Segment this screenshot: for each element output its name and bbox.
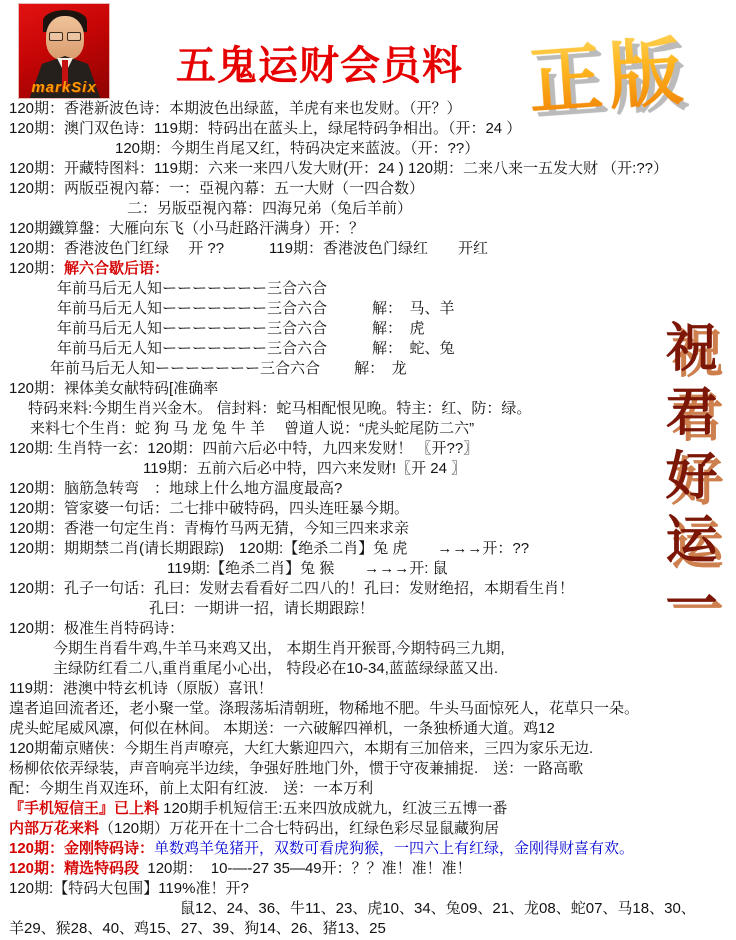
text-segment: 119期:【绝杀二肖】兔 猴 →→→开: 鼠 [167,560,448,577]
text-segment: 解六合歇后语： [64,260,170,277]
text-line [0,359,736,379]
text-segment: 单数鸡羊兔猪开，双数可看虎狗猴，一四六上有红绿，金刚得财喜有欢。 [154,840,635,857]
text-line [0,739,736,759]
text-segment: 年前马后无人知ーーーーーーー三合六合 解： 马、羊 [57,300,455,317]
text-segment: 120期：精选特码段 [9,860,140,877]
text-line [0,859,736,879]
text-segment: 年前马后无人知ーーーーーーー三合六合 [57,280,328,297]
text-line [0,459,736,479]
text-line [0,819,736,839]
text-segment: 120期：两版亞視內幕：一：亞視內幕：五一大财（一四合数） [9,180,425,197]
text-segment: 120期手机短信王:五来四放成就九，红波三五博一番 [163,800,508,817]
text-segment: 120期： 10-—-27 35—49开：？？准！准！准！ [139,860,472,877]
text-line [0,779,736,799]
text-line [0,519,736,539]
text-segment: 年前马后无人知ーーーーーーー三合六合 解： 虎 [57,320,425,337]
text-line [0,539,736,559]
text-line [0,259,736,279]
text-line [0,479,736,499]
text-segment: 119期：五前六后必中特，四六来发财!〖开 24 〗 [143,460,467,477]
text-segment: 120期：裸体美女献特码[准确率 [9,380,219,397]
text-segment: 120期鐵算盤：大雁向东飞（小马赶路汗满身）开：？ [9,220,365,237]
text-segment: 遑者追回流者还，老小聚一堂。涤瑕荡垢清朝班，物稀地不肥。牛头马面惊死人，花草只一朵。 [9,700,640,717]
text-line [0,579,736,599]
text-segment: 虎头蛇尾威风凛，何似在林间。 本期送：一六破解四禅机，一条独桥通大道。鸡12 [9,720,555,737]
text-line [0,839,736,859]
text-line [0,499,736,519]
text-line [0,179,736,199]
text-line [0,219,736,239]
text-segment: 120期：香港波色门红绿 开 ?? 119期：香港波色门绿红 开红 [9,240,488,257]
text-segment: 主绿防红看二八,重肖重尾小心出， 特段必在10-34,蓝蓝绿绿蓝又出. [53,660,499,677]
text-line [0,759,736,779]
portrait-photo [18,3,110,99]
text-segment: 配：今期生肖双连环，前上太阳有红波. 送：一本万利 [9,780,374,797]
text-line [0,439,736,459]
text-segment: 120期：今期生肖尾又红，特码决定来蓝波。（开：??） [115,140,480,157]
text-segment: （120期）万花开在十二合七特码出，红绿色彩尽显鼠藏狗居 [99,820,500,837]
text-line [0,919,736,939]
text-line [0,559,736,579]
text-line [0,599,736,619]
text-segment: 鼠12、24、36、牛11、23、虎10、34、兔09、21、龙08、蛇07、马18、30、 [180,900,696,917]
text-line [0,399,736,419]
text-line [0,119,736,139]
text-segment: 120期：期期禁二肖(请长期跟踪) 120期:【绝杀二肖】兔 虎 →→→开：?? [9,540,530,557]
text-segment: 今期生肖看牛鸡,牛羊马来鸡又出， 本期生肖开猴哥,今期特码三九期, [53,640,505,657]
text-segment: 120期：脑筋急转弯 ：地球上什么地方温度最高? [9,480,343,497]
text-segment: 120期：金刚特码诗： [9,840,155,857]
text-segment: 杨柳依依弄绿装，声音响亮半边续，争强好胜地门外，惯于守夜兼捕捉. 送：一路高歌 [9,760,584,777]
text-segment: 120期：澳门双色诗：119期：特码出在蓝头上，绿尾特码争相出。（开：24 ） [9,120,522,137]
text-line [0,99,736,119]
text-line [0,719,736,739]
text-line [0,279,736,299]
text-line [0,699,736,719]
text-lines-container [0,99,736,939]
text-segment: 『手机短信王』已上料 [9,800,164,817]
text-segment: 120期： [9,260,65,277]
text-line [0,659,736,679]
authenticity-badge: 正版 [524,13,691,130]
text-line [0,899,736,919]
text-segment: 120期: 生肖特一玄：120期：四前六后必中特，九四来发财！ 〖开??〗 [9,440,479,457]
text-line [0,419,736,439]
text-line [0,299,736,319]
text-segment: 120期：管家婆一句话：二七排中破特码，四头连旺暴今期。 [9,500,410,517]
marksix-caption: markSix [31,79,97,96]
text-segment: 来料七个生肖：蛇 狗 马 龙 兔 牛 羊 曾道人说：“虎头蛇尾防二六” [30,420,475,437]
page-title: 五鬼运财会员料 [176,44,463,88]
text-line [0,379,736,399]
text-line [0,239,736,259]
text-segment: 内部万花来料 [9,820,100,837]
text-line [0,339,736,359]
text-segment: 羊29、猴28、40、鸡15、27、39、狗14、26、猪13、25 [9,920,386,937]
text-segment: 120期:【特码大包围】119%准！开? [9,880,249,897]
glasses-icon [49,32,81,41]
text-line [0,639,736,659]
text-line [0,679,736,699]
text-line [0,139,736,159]
text-segment: 120期：香港新波色诗：本期波色出绿蓝，羊虎有来也发财。（开？） [9,100,462,117]
text-segment: 120期：香港一句定生肖：青梅竹马两无猜，今知三四来求亲 [9,520,410,537]
text-line [0,619,736,639]
text-segment: 特码来料:今期生肖兴金木。 信封料：蛇马相配恨见晚。特主：红、防：绿。 [28,400,532,417]
text-segment: 120期：孔子一句话：孔曰：发财去看看好二四八的！孔曰：发财绝招，本期看生肖！ [9,580,575,597]
text-segment: 孔曰：一期讲一招，请长期跟踪！ [149,600,375,617]
text-line [0,199,736,219]
text-line [0,799,736,819]
text-segment: 119期：港澳中特玄机诗（原版）喜讯！ [9,680,273,697]
text-segment: 120期：极准生肖特码诗： [9,620,185,637]
text-segment: 二：另版亞視內幕：四海兄弟（兔后羊前） [127,200,413,217]
text-segment: 年前马后无人知ーーーーーーー三合六合 解： 龙 [50,360,407,377]
side-blessing-text: 祝君好运一 [657,320,715,640]
text-line [0,319,736,339]
text-segment: 120期葡京赌侠：今期生肖声嘹亮，大红大紫迎四六，本期有三加倍来，三四为家乐无边. [9,740,594,757]
text-segment: 年前马后无人知ーーーーーーー三合六合 解： 蛇、兔 [57,340,455,357]
text-segment: 120期：开藏特图料：119期：六来一来四八发大财(开：24 ) 120期：二来八来一五发大财 （开:??） [9,160,669,177]
text-line [0,159,736,179]
text-line [0,879,736,899]
